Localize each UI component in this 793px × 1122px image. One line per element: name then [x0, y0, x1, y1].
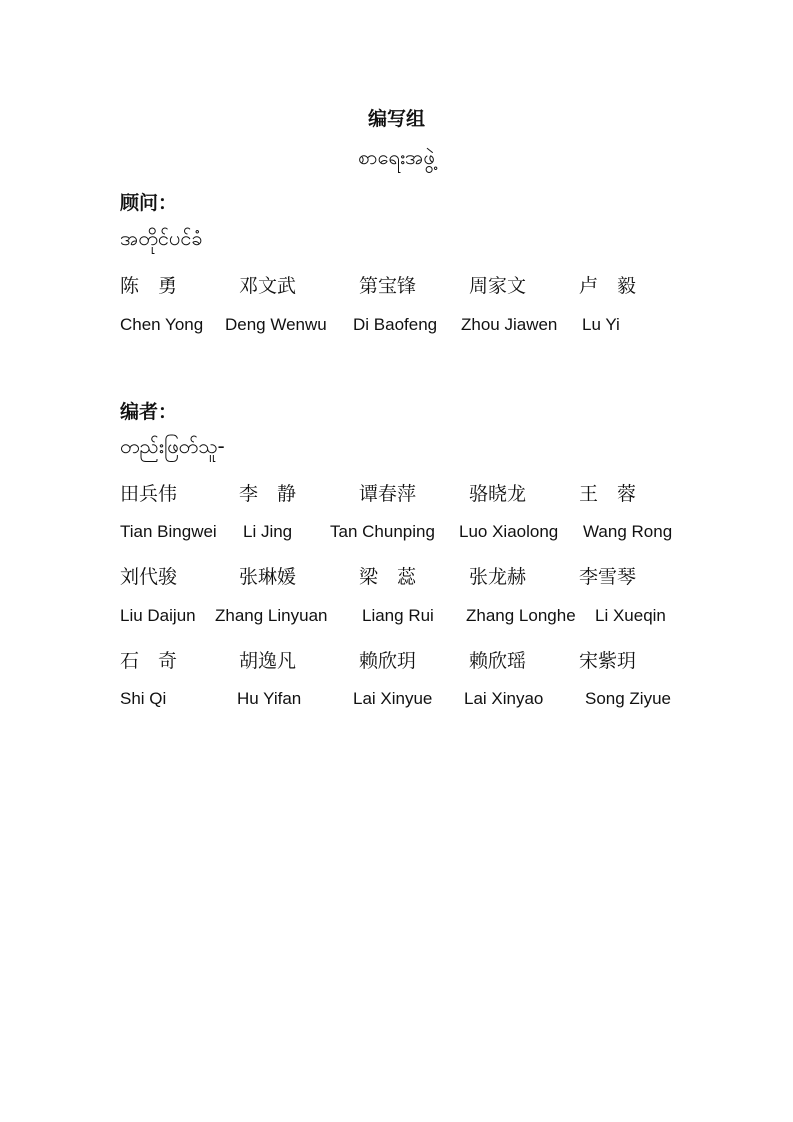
editor-name: 宋紫玥: [579, 650, 637, 672]
advisors-heading: 顾问：: [120, 192, 178, 214]
editors-names-chinese-row-3: [0, 646, 793, 672]
document-title-burmese: စာရေးအဖွဲ့: [358, 145, 435, 169]
editor-name-pinyin: Lai Xinyue: [353, 689, 433, 708]
editors-names-pinyin-row-3: [0, 689, 793, 715]
editor-name-pinyin: Liu Daijun: [120, 606, 196, 625]
editor-name: 谭春萍: [359, 483, 417, 505]
editor-name-pinyin: Li Jing: [243, 522, 293, 541]
editor-name: 骆晓龙: [469, 483, 527, 505]
editor-name-pinyin: Hu Yifan: [237, 689, 302, 708]
advisor-name-pinyin: Lu Yi: [582, 315, 620, 334]
editor-name: 李雪琴: [579, 566, 637, 588]
editor-name-pinyin: Song Ziyue: [585, 689, 671, 708]
advisor-name-pinyin: Di Baofeng: [353, 315, 438, 334]
advisor-name-pinyin: Zhou Jiawen: [461, 315, 558, 334]
editor-name: 张琳媛: [239, 566, 297, 588]
editor-name: 张龙赫: [469, 566, 527, 588]
editor-name: 王 蓉: [579, 483, 637, 505]
editor-name-pinyin: Tan Chunping: [330, 522, 435, 541]
editors-heading: 编者：: [120, 401, 178, 423]
editor-name-pinyin: Lai Xinyao: [464, 689, 544, 708]
editor-name-pinyin: Li Xueqin: [595, 606, 666, 625]
editor-name: 刘代骏: [120, 566, 178, 588]
advisor-name: 卢 毅: [579, 275, 637, 297]
editor-name: 赖欣玥: [359, 650, 417, 672]
advisor-name: 周家文: [469, 275, 527, 297]
editor-name-pinyin: Shi Qi: [120, 689, 167, 708]
advisors-names-chinese: [0, 271, 793, 297]
editors-heading-burmese: တည်းဖြတ်သူ-: [120, 434, 225, 458]
editors-names-chinese-row-2: [0, 562, 793, 588]
advisor-name-pinyin: Chen Yong: [120, 315, 204, 334]
advisor-name: 陈 勇: [120, 275, 178, 297]
editor-name-pinyin: Zhang Longhe: [466, 606, 576, 625]
editor-name: 赖欣瑶: [469, 650, 527, 672]
editor-name-pinyin: Liang Rui: [362, 606, 434, 625]
editor-name-pinyin: Wang Rong: [583, 522, 673, 541]
document-title: 编写组: [367, 108, 425, 130]
advisor-name: 邓文武: [239, 275, 297, 297]
editor-name: 李 静: [239, 483, 297, 505]
advisors-heading-burmese: အတိုင်ပင်ခံ: [120, 226, 203, 250]
advisor-name: 第宝锋: [359, 275, 417, 297]
editors-names-pinyin-row-2: [0, 606, 793, 632]
editor-name: 石 奇: [120, 650, 178, 672]
editors-names-pinyin-row-1: [0, 522, 793, 548]
editor-name: 胡逸凡: [239, 650, 297, 672]
editor-name-pinyin: Tian Bingwei: [120, 522, 217, 541]
editor-name-pinyin: Luo Xiaolong: [459, 522, 559, 541]
editor-name: 田兵伟: [120, 483, 178, 505]
advisors-names-pinyin: [0, 315, 793, 341]
advisor-name-pinyin: Deng Wenwu: [225, 315, 327, 334]
editor-name-pinyin: Zhang Linyuan: [215, 606, 328, 625]
editor-name: 梁 蕊: [359, 566, 417, 588]
editors-names-chinese-row-1: [0, 479, 793, 505]
